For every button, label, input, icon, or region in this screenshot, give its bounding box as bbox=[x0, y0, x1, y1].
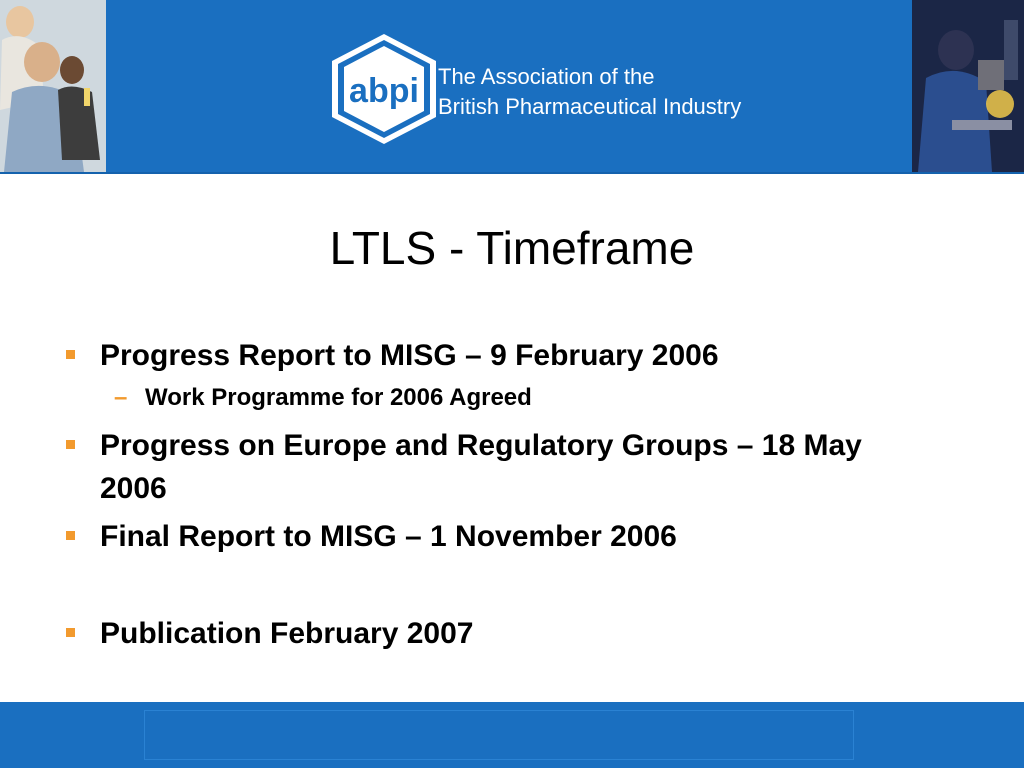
footer-band bbox=[0, 702, 1024, 768]
org-name-line-1: The Association of the bbox=[438, 64, 655, 89]
bullet-text: Final Report to MISG – 1 November 2006 bbox=[100, 520, 677, 553]
bullet-text: Progress Report to MISG – 9 February 2006 bbox=[100, 339, 719, 372]
slide-title: LTLS - Timeframe bbox=[329, 222, 695, 274]
square-bullet-icon bbox=[66, 531, 75, 540]
bullet-text: Publication February 2007 bbox=[100, 617, 474, 650]
org-name-line-2: British Pharmaceutical Industry bbox=[438, 94, 742, 119]
footer-frame bbox=[144, 710, 854, 760]
square-bullet-icon bbox=[66, 628, 75, 637]
bullet-text: Progress on Europe and Regulatory Groups – 18 May 2006 bbox=[100, 429, 862, 505]
square-bullet-icon bbox=[66, 350, 75, 359]
sub-bullet-text: Work Programme for 2006 Agreed bbox=[145, 384, 532, 411]
svg-text:abpi: abpi bbox=[349, 72, 419, 110]
dash-bullet-icon: – bbox=[114, 384, 128, 411]
square-bullet-icon bbox=[66, 440, 75, 449]
